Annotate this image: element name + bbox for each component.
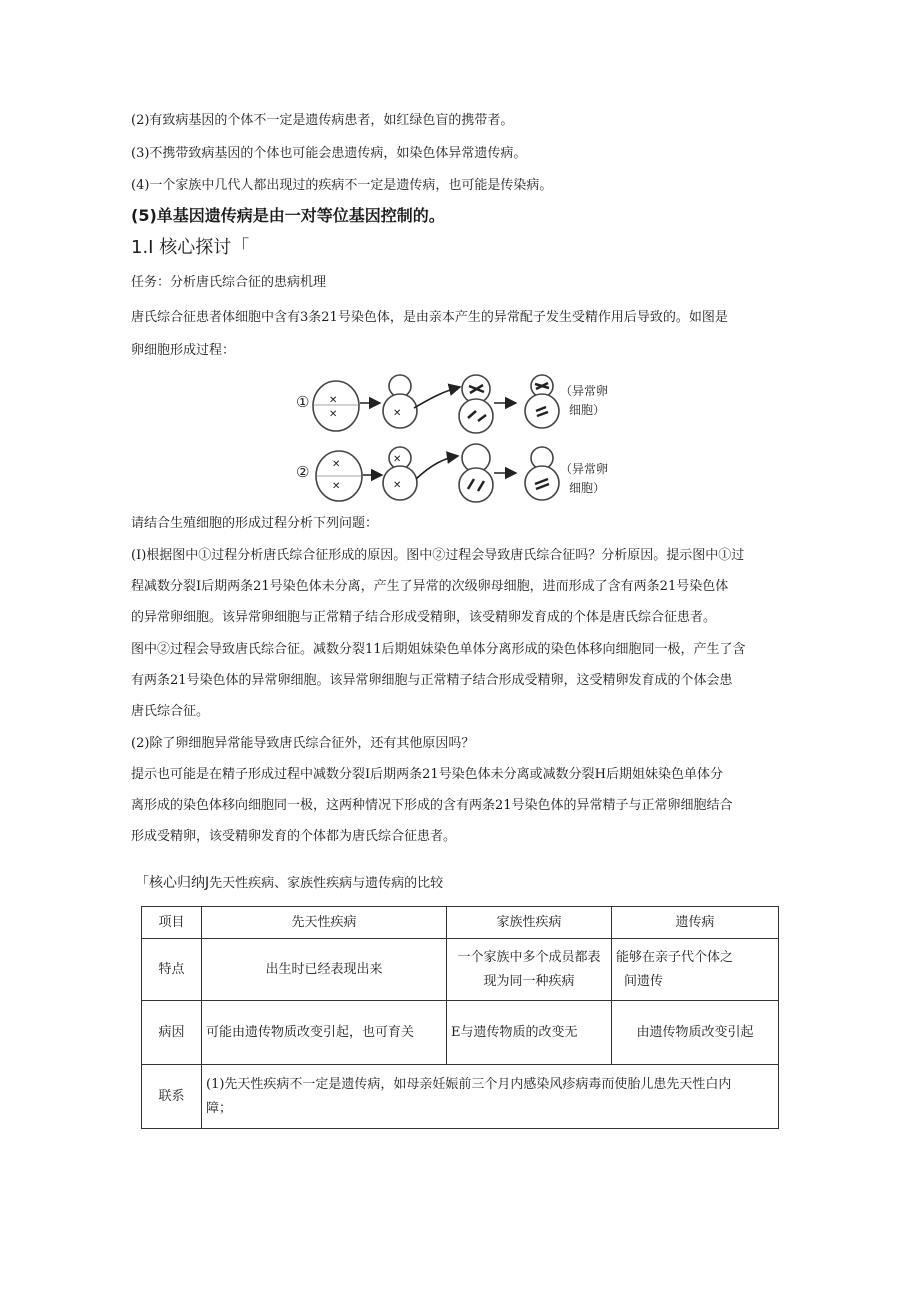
- line-intro-3: (3)不携带致病基因的个体也可能会患遗传病，如染色体异常遗传病。: [131, 146, 527, 161]
- a2-line-2: 离形成的染色体移向细胞同一极，这两种情况下形成的含有两条21号染色体的异常精子与正常卵细胞结合: [131, 798, 733, 813]
- summary-title: [135, 875, 443, 892]
- svg-text:✕: ✕: [329, 395, 338, 406]
- comparison-table: [141, 906, 779, 1129]
- section-heading: 1.I 核心探讨「: [131, 237, 250, 258]
- table-row-features: [142, 939, 779, 1001]
- row-2-marker: ②: [296, 463, 310, 481]
- causes-genetic: 由遗传物质改变引起: [612, 1001, 779, 1065]
- row-2-label-line-1: （异常卵: [560, 462, 609, 476]
- table-row-causes: [142, 1001, 779, 1065]
- features-familial: [447, 939, 612, 1001]
- features-genetic: [612, 939, 779, 1001]
- a2-line-3: 形成受精卵，该受精卵发育的个体都为唐氏综合征患者。: [131, 829, 457, 844]
- table-row-relation: [142, 1065, 779, 1129]
- abnormal-egg-2: [525, 466, 559, 500]
- cell-1b: [459, 399, 493, 433]
- oocyte-formation-diagram: [296, 373, 636, 503]
- cell-2b: [459, 468, 493, 502]
- row-1-label-line-1: （异常卵: [560, 384, 609, 398]
- svg-text:✕: ✕: [332, 481, 341, 492]
- svg-text:✕: ✕: [393, 480, 402, 491]
- row-1-label-line-2: 细胞）: [569, 403, 606, 417]
- summary-title-rest: 先天性疾病、家族性疾病与遗传病的比较: [209, 876, 444, 891]
- causes-congenital: 可能由遗传物质改变引起，也可育关: [202, 1001, 447, 1065]
- desc-line-2: 卵细胞形成过程：: [131, 343, 236, 358]
- line-intro-5: (5)单基因遗传病是由一对等位基因控制的。: [131, 206, 445, 225]
- features-familial-line-2: 现为同一种疾病: [483, 973, 575, 989]
- relation-content: [202, 1065, 779, 1129]
- q1-line-6: 唐氏综合征。: [131, 704, 210, 719]
- header-item: 项目: [142, 907, 202, 939]
- header-congenital: 先天性疾病: [202, 907, 447, 939]
- row-label-features: 特点: [142, 939, 202, 1001]
- q2-line: (2)除了卵细胞异常能导致唐氏综合征外，还有其他原因吗？: [131, 736, 475, 751]
- row-2-label-line-2: 细胞）: [569, 481, 606, 495]
- task-line: 任务：分析唐氏综合征的患病机理: [131, 275, 327, 290]
- q1-line-5: 有两条21号染色体的异常卵细胞。该异常卵细胞与正常精子结合形成受精卵，这受精卵发育成的个体会患: [131, 673, 733, 688]
- q1-line-2: 程减数分裂I后期两条21号染色体未分离，产生了异常的次级卵母细胞，进而形成了含有两条21号染色体: [131, 579, 729, 594]
- desc-line-1: 唐氏综合征患者体细胞中含有3条21号染色体，是由亲本产生的异常配子发生受精作用后导致的。如图是: [131, 310, 728, 325]
- diagram-row-1: [296, 375, 608, 433]
- row-label-causes: 病因: [142, 1001, 202, 1065]
- table-header-row: [142, 907, 779, 939]
- svg-text:✕: ✕: [332, 459, 341, 470]
- svg-text:✕: ✕: [329, 409, 338, 420]
- q1-line-3: 的异常卵细胞。该异常卵细胞与正常精子结合形成受精卵，该受精卵发育成的个体是唐氏综合征患者。: [131, 610, 717, 625]
- svg-text:✕: ✕: [393, 454, 402, 465]
- header-genetic: 遗传病: [612, 907, 779, 939]
- analysis-prompt: 请结合生殖细胞的形成过程分析下列问题：: [131, 516, 379, 531]
- features-congenital: 出生时已经表现出来: [202, 939, 447, 1001]
- line-intro-4: (4)一个家族中几代人都出现过的疾病不一定是遗传病，也可能是传染病。: [131, 178, 553, 193]
- header-familial: 家族性疾病: [447, 907, 612, 939]
- relation-line-1: (1)先天性疾病不一定是遗传病，如母亲妊娠前三个月内感染风疹病毒而使胎儿患先天性白内: [206, 1076, 732, 1092]
- svg-text:✕: ✕: [393, 408, 402, 419]
- q1-line-1: (I)根据图中①过程分析唐氏综合征形成的原因。图中②过程会导致唐氏综合征吗？分析原因。提示图中①过: [131, 548, 745, 563]
- relation-line-2: 障；: [206, 1100, 233, 1116]
- diagram-row-2: [296, 444, 608, 502]
- a2-line-1: 提示也可能是在精子形成过程中减数分裂I后期两条21号染色体未分离或减数分裂H后期姐妹染色单体分: [131, 767, 724, 782]
- row-label-relation: 联系: [142, 1065, 202, 1129]
- row-1-marker: ①: [296, 393, 310, 411]
- q1-line-4: 图中②过程会导致唐氏综合征。减数分裂11后期姐妹染色单体分离形成的染色体移向细胞同一极，产生了含: [131, 642, 746, 657]
- line-intro-2: (2)有致病基因的个体不一定是遗传病患者，如红绿色盲的携带者。: [131, 113, 514, 128]
- abnormal-egg-1: [525, 394, 559, 428]
- features-genetic-line-1: 能够在亲子代个体之: [616, 949, 734, 965]
- summary-title-tag: 「核心归纳J: [135, 875, 210, 891]
- features-familial-line-1: 一个家族中多个成员都表: [457, 949, 601, 965]
- features-genetic-line-2: 间遗传: [624, 973, 664, 989]
- causes-familial: E与遗传物质的改变无: [447, 1001, 612, 1065]
- primary-oocyte-1: [313, 381, 359, 431]
